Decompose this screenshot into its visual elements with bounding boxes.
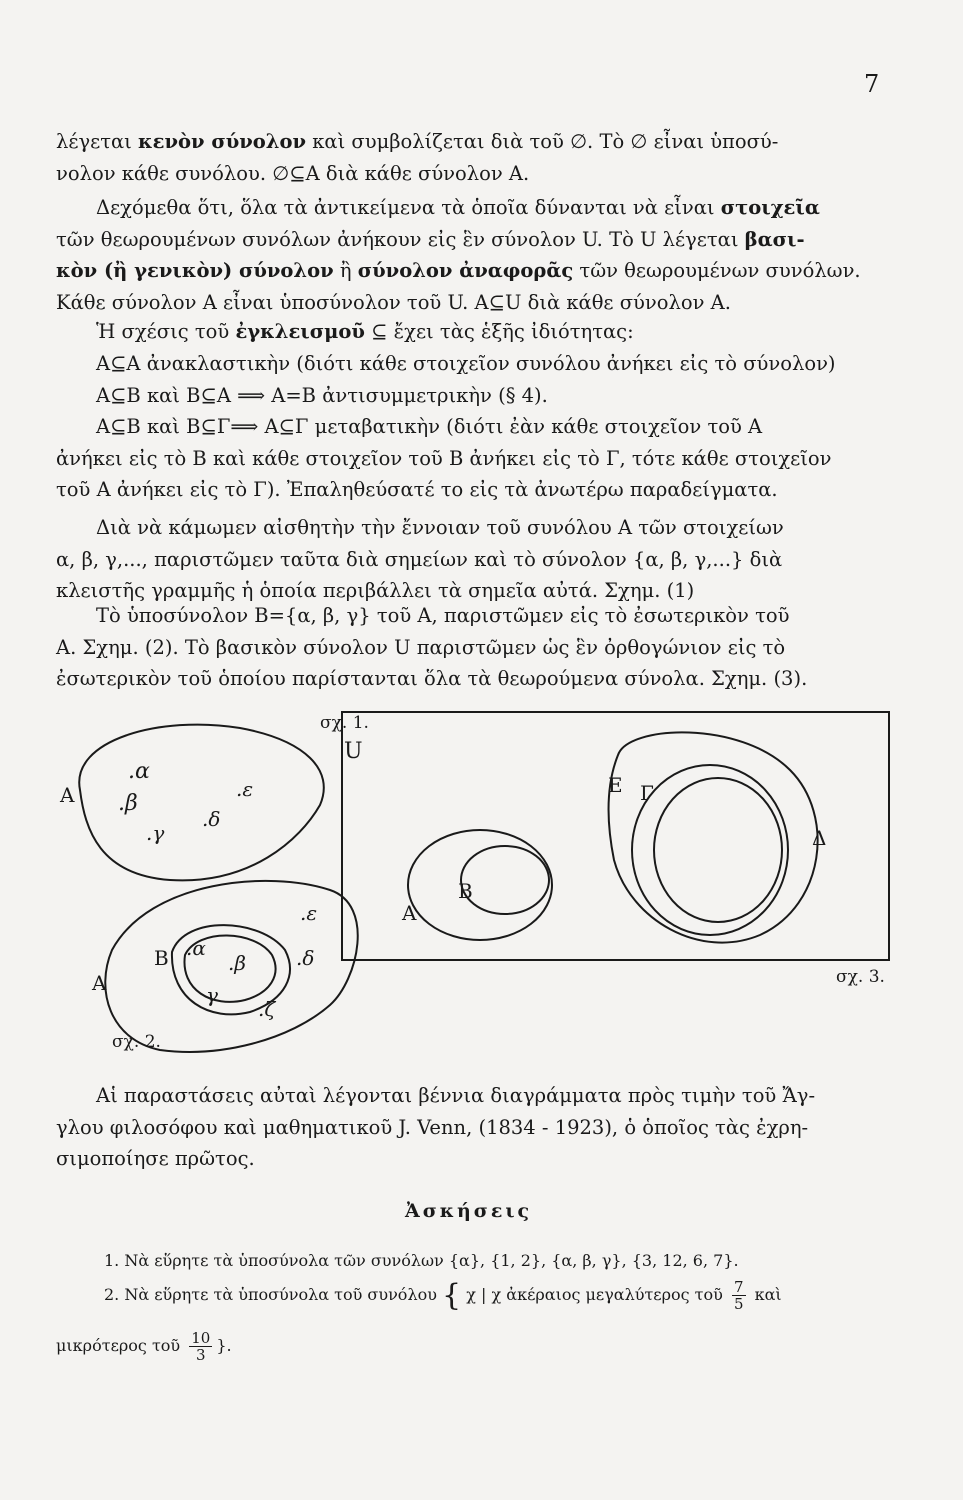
fig1-set-label: Α <box>60 783 75 807</box>
exercise-2-text: 2. Νὰ εὕρητε τὰ ὑποσύνολα τοῦ συνόλου <box>104 1285 437 1304</box>
text-line: Διὰ νὰ κάμωμεν αἰσθητὴν τὴν ἔννοιαν τοῦ συνόλου Α τῶν στοιχείων <box>96 516 784 539</box>
exercise-2 <box>104 1278 782 1313</box>
inclusion-properties <box>56 348 896 506</box>
paragraph-inclusion <box>56 316 896 348</box>
fig3-label-delta: Δ <box>812 826 827 850</box>
fraction-ten-thirds <box>189 1330 212 1363</box>
fig1-point-alpha: .α <box>128 759 150 784</box>
text-line: Τὸ ὑποσύνολον Β={α, β, γ} τοῦ Α, παριστῶμεν εἰς τὸ ἐσωτερικὸν τοῦ <box>96 604 790 627</box>
term-general-set: κὸν (ἢ γενικὸν) σύνολον <box>56 259 334 282</box>
fig3-universe-label: U <box>344 739 363 764</box>
fig3-set-e <box>609 732 818 942</box>
figure-3 <box>342 712 889 987</box>
exercise-2-and: καὶ <box>754 1285 782 1304</box>
text: Δεχόμεθα ὅτι, ὅλα τὰ ἀντικείμενα τὰ ὁποῖα δύνανται νὰ εἶναι <box>96 196 721 219</box>
fig3-caption: σχ. 3. <box>836 967 885 987</box>
text-line: α, β, γ,..., παριστῶμεν ταῦτα διὰ σημείων καὶ τὸ σύνολον {α, β, γ,...} διὰ <box>56 547 783 571</box>
text-line: γλου φιλοσόφου καὶ μαθηματικοῦ J. Venn, (1834 - 1923), ὁ ὁποῖος τὰς ἐχρη- <box>56 1115 809 1139</box>
exercise-2-condition-end: μικρότερος τοῦ <box>56 1336 181 1355</box>
paragraph-empty-set <box>56 126 896 189</box>
fig2-point-gamma: γ <box>206 983 218 1007</box>
exercise-2-continued <box>56 1330 232 1363</box>
fig3-universe-rectangle <box>342 712 889 960</box>
fig2-point-delta: .δ <box>296 946 315 970</box>
fig2-inner-set-boundary <box>172 925 290 1014</box>
fig3-label-e: Ε <box>608 773 623 797</box>
text-line: ἀνήκει εἰς τὸ Β καὶ κάθε στοιχεῖον τοῦ Β ἀνήκει εἰς τὸ Γ, τότε κάθε στοιχεῖον <box>56 446 832 470</box>
text: Ἡ σχέσις τοῦ <box>96 320 236 343</box>
text: ⊆ ἔχει τὰς ἑξῆς ἰδιότητας: <box>364 320 634 343</box>
fraction-seven-fifths <box>732 1279 746 1312</box>
paragraph-representation <box>56 512 896 607</box>
fig1-point-epsilon: .ε <box>236 777 254 801</box>
term-elements: στοιχεῖα <box>720 196 820 219</box>
property-transitive: Α⊆Β καὶ Β⊆Γ⟹ Α⊆Γ μεταβατικὴν (διότι ἐὰν κάθε στοιχεῖον τοῦ Α <box>96 415 763 438</box>
text-line: σιμοποίησε πρῶτος. <box>56 1147 255 1170</box>
fig1-point-beta: .β <box>118 791 138 816</box>
fraction-numerator: 10 <box>191 1329 211 1347</box>
fig2-inner-label: Β <box>154 946 169 970</box>
fig2-point-zeta: .ζ <box>258 997 276 1021</box>
exercises-title: Ἀσκήσεις <box>405 1200 533 1222</box>
fig2-point-beta: .β <box>228 951 246 975</box>
property-antisymmetric: Α⊆Β καὶ Β⊆Α ⟹ Α=Β ἀντισυμμετρικὴν (§ 4). <box>96 383 548 407</box>
term-empty-set: κενὸν σύνολον <box>138 130 307 153</box>
text: ἢ <box>333 259 358 282</box>
text-line: Αἱ παραστάσεις αὐταὶ λέγονται βέννια διαγράμματα πρὸς τιμὴν τοῦ Ἄγ- <box>96 1084 816 1107</box>
paragraph-subset-figures <box>56 600 896 695</box>
fig2-caption: σχ. 2. <box>112 1032 161 1052</box>
fig3-set-a <box>408 830 552 940</box>
page-number: 7 <box>864 70 880 98</box>
fig3-set-gamma <box>632 765 788 935</box>
text-line: κλειστῆς γραμμῆς ἡ ὁποία περιβάλλει τὰ σημεῖα αὐτά. Σχημ. (1) <box>56 579 695 602</box>
fig3-label-gamma: Γ <box>640 781 654 805</box>
term-basic: βασι- <box>744 227 805 251</box>
fig3-label-a: Α <box>402 901 417 925</box>
brace-close: }. <box>216 1336 232 1355</box>
paragraph-universal-set <box>56 192 896 318</box>
fraction-numerator: 7 <box>733 1278 744 1296</box>
text-line: Α. Σχημ. (2). Τὸ βασικὸν σύνολον U παριστῶμεν ὡς ἓν ὀρθογώνιον εἰς τὸ <box>56 635 786 659</box>
fig2-point-alpha: .α <box>186 936 206 960</box>
figure-2 <box>91 881 358 1052</box>
text-line: τοῦ Α ἀνήκει εἰς τὸ Γ). Ἐπαληθεύσατέ το εἰς τὰ ἀνωτέρω παραδείγματα. <box>56 478 778 501</box>
fig1-point-gamma: .γ <box>146 821 165 845</box>
brace-open: { <box>442 1278 462 1313</box>
text-line: νολον κάθε συνόλου. ∅⊆Α διὰ κάθε σύνολον Α. <box>56 161 530 185</box>
figure-1 <box>59 713 369 880</box>
property-reflexive: Α⊆Α ἀνακλαστικὴν (διότι κάθε στοιχεῖον συνόλου ἀνήκει εἰς τὸ σύνολον) <box>96 352 836 375</box>
fig3-set-b <box>461 846 549 914</box>
fraction-denominator: 5 <box>733 1295 744 1313</box>
fraction-denominator: 3 <box>196 1346 206 1364</box>
term-reference-set: σύνολον ἀναφορᾶς <box>357 259 574 282</box>
text: τῶν θεωρουμένων συνόλων. <box>573 259 861 282</box>
text-line: Κάθε σύνολον Α εἶναι ὑποσύνολον τοῦ U. Α⊆U διὰ κάθε σύνολον Α. <box>56 290 731 314</box>
fig2-outer-set-boundary <box>105 881 357 1052</box>
paragraph-venn <box>56 1080 896 1175</box>
exercise-2-condition: χ | χ ἀκέραιος μεγαλύτερος τοῦ <box>466 1285 723 1304</box>
fig3-set-delta <box>654 778 782 922</box>
text: καὶ συμβολίζεται διὰ τοῦ ∅. Τὸ ∅ εἶναι ὑποσύ- <box>306 130 779 153</box>
fig1-set-boundary <box>79 725 324 881</box>
exercise-1: 1. Νὰ εὕρητε τὰ ὑποσύνολα τῶν συνόλων {α}, {1, 2}, {α, β, γ}, {3, 12, 6, 7}. <box>104 1251 739 1270</box>
text: λέγεται <box>56 130 139 153</box>
term-inclusion: ἐγκλεισμοῦ <box>235 320 365 343</box>
fig1-point-delta: .δ <box>202 807 221 831</box>
text: τῶν θεωρουμένων συνόλων ἀνήκουν εἰς ἓν σύνολον U. Τὸ U λέγεται <box>56 227 745 251</box>
fig2-outer-label: Α <box>92 971 107 995</box>
fig3-label-b: Β <box>458 879 473 903</box>
fig1-caption: σχ. 1. <box>320 713 369 733</box>
fig2-point-epsilon: .ε <box>300 901 318 925</box>
text-line: ἐσωτερικὸν τοῦ ὁποίου παρίστανται ὅλα τὰ θεωρούμενα σύνολα. Σχημ. (3). <box>56 667 808 690</box>
fig2-inner-set-ring <box>184 935 275 1001</box>
